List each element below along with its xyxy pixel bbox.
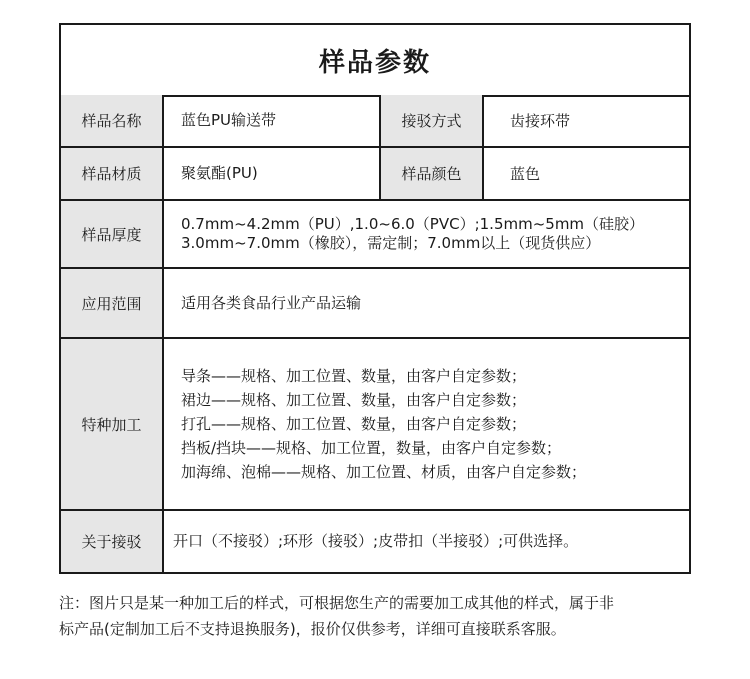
spec-table bbox=[59, 23, 691, 574]
row-sample-material bbox=[61, 148, 689, 201]
processing-line: 裙边——规格、加工位置、数量，由客户自定参数； bbox=[181, 391, 527, 409]
table-title: 样品参数 bbox=[61, 25, 689, 97]
value-sample-material: 聚氨酯(PU) bbox=[181, 164, 258, 182]
row-sample-name bbox=[61, 95, 689, 148]
footnote bbox=[59, 590, 699, 642]
label-sample-thickness: 样品厚度 bbox=[61, 201, 164, 267]
value-sample-name: 蓝色PU输送带 bbox=[181, 111, 277, 129]
label-special-processing: 特种加工 bbox=[61, 339, 164, 509]
value-sample-color: 蓝色 bbox=[510, 165, 541, 183]
label-application-scope: 应用范围 bbox=[61, 269, 164, 337]
label-sample-color: 样品颜色 bbox=[379, 148, 484, 199]
label-joining-method: 接驳方式 bbox=[379, 95, 484, 146]
value-about-joining: 开口（不接驳）;环形（接驳）;皮带扣（半接驳）;可供选择。 bbox=[173, 532, 579, 550]
row-application-scope bbox=[61, 269, 689, 339]
label-about-joining: 关于接驳 bbox=[61, 511, 164, 572]
row-about-joining bbox=[61, 511, 689, 572]
processing-line: 加海绵、泡棉——规格、加工位置、材质，由客户自定参数； bbox=[181, 463, 587, 481]
processing-line: 挡板/挡块——规格、加工位置，数量，由客户自定参数； bbox=[181, 439, 562, 457]
footnote-line: 标产品(定制加工后不支持退换服务)，报价仅供参考，详细可直接联系客服。 bbox=[59, 620, 566, 638]
label-sample-material: 样品材质 bbox=[61, 148, 164, 199]
label-sample-name: 样品名称 bbox=[61, 95, 164, 146]
value-sample-thickness bbox=[164, 201, 689, 267]
row-sample-thickness bbox=[61, 201, 689, 269]
value-joining-method: 齿接环带 bbox=[510, 112, 571, 130]
row-special-processing bbox=[61, 339, 689, 511]
thickness-line: 3.0mm~7.0mm（橡胶），需定制；7.0mm以上（现货供应） bbox=[181, 234, 601, 252]
processing-line: 导条——规格、加工位置、数量，由客户自定参数； bbox=[181, 367, 527, 385]
thickness-line: 0.7mm~4.2mm（PU）,1.0~6.0（PVC）;1.5mm~5mm（硅胶） bbox=[181, 215, 645, 233]
processing-line: 打孔——规格、加工位置、数量，由客户自定参数； bbox=[181, 415, 527, 433]
footnote-line: 注：图片只是某一种加工后的样式，可根据您生产的需要加工成其他的样式，属于非 bbox=[59, 594, 615, 612]
value-special-processing bbox=[164, 339, 689, 509]
value-application-scope: 适用各类食品行业产品运输 bbox=[181, 293, 362, 312]
